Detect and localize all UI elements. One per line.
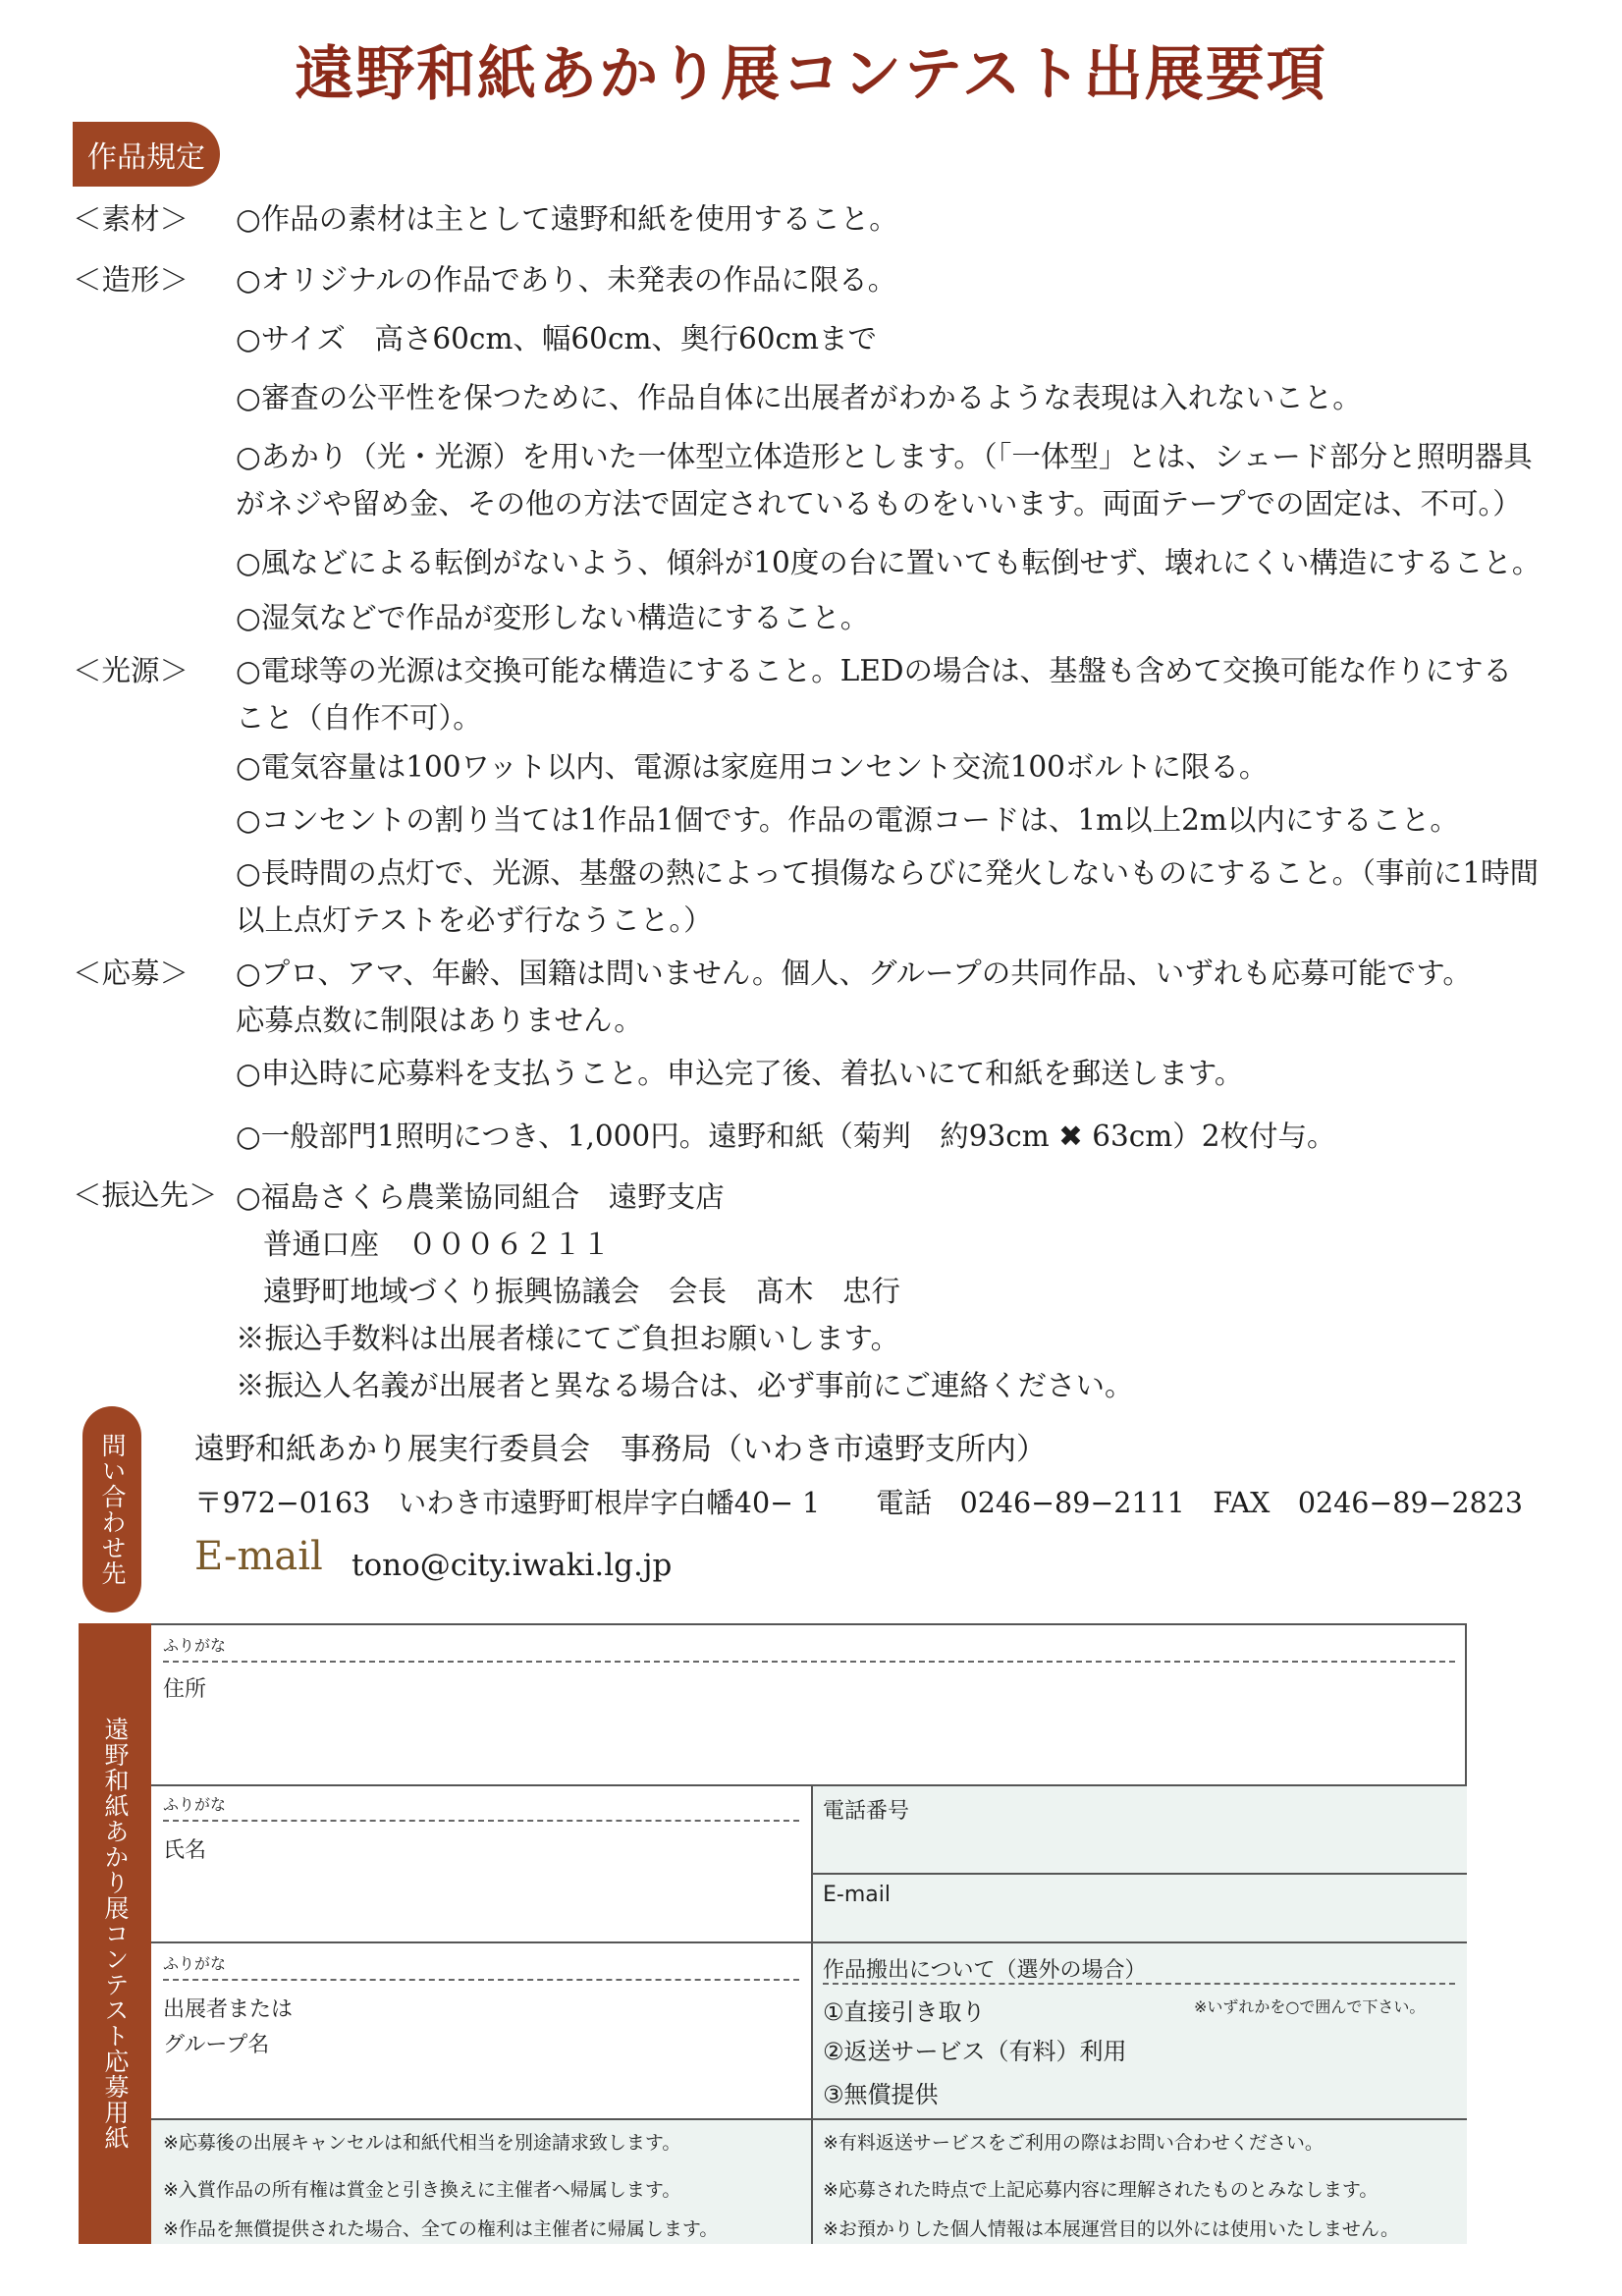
contact-address: 〒972−0163 いわき市遠野町根岸字白幡40− 1 電話 0246−89−2111 FAX 0246−89−2823 — [194, 1487, 1523, 1519]
notes-left-2: ※入賞作品の所有権は賞金と引き換えに主催者へ帰属します。 — [163, 2179, 681, 2201]
notes-right-1: ※有料返送サービスをご利用の際はお問い合わせください。 — [823, 2132, 1324, 2154]
phone-label: 電話番号 — [823, 1799, 910, 1824]
notes-left-3: ※作品を無償提供された場合、全ての権利は主催者に帰属します。 — [163, 2218, 719, 2240]
rule-line: がネジや留め金、その他の方法で固定されているものをいいます。両面テープでの固定は、不可。） — [236, 487, 1522, 520]
email-field[interactable] — [811, 1873, 1467, 1941]
rule-line: 普通口座 ０００６２１１ — [263, 1228, 612, 1261]
rule-label-light: ＜光源＞ — [73, 654, 189, 687]
rule-line: 遠野町地域づくり振興協議会 会長 髙木 忠行 — [263, 1275, 901, 1308]
delivery-option-pickup[interactable]: ①直接引き取り — [823, 1998, 986, 2026]
delivery-note: ※いずれかを○で囲んで下さい。 — [1194, 1997, 1426, 2016]
contact-email-label: E-mail — [194, 1534, 323, 1579]
rule-line: こと（自作不可）。 — [236, 701, 482, 735]
rule-line: ※振込人名義が出展者と異なる場合は、必ず事前にご連絡ください。 — [236, 1369, 1134, 1402]
email-label: E-mail — [823, 1883, 891, 1907]
rule-line: 以上点灯テストを必ず行なうこと。） — [236, 903, 713, 937]
address-field[interactable] — [151, 1625, 1467, 1784]
form-divider — [151, 2118, 1467, 2120]
rule-line: ○あかり（光・光源）を用いた一体型立体造形とします。（「一体型」とは、シェード部分と照明器具 — [236, 440, 1533, 473]
contact-email[interactable]: tono@city.iwaki.lg.jp — [351, 1548, 673, 1583]
rule-label-material: ＜素材＞ — [73, 202, 189, 236]
delivery-title: 作品搬出について（選外の場合） — [823, 1958, 1147, 1983]
group-label-line2: グループ名 — [163, 2033, 270, 2057]
notes-right-3: ※お預かりした個人情報は本展運営目的以外には使用いたしません。 — [823, 2218, 1400, 2240]
rule-line: ※振込手数料は出展者様にてご負担お願いします。 — [236, 1322, 900, 1355]
rule-line: ○一般部門1照明につき、1,000円。遠野和紙（菊判 約93cm ✖ 63cm）2枚付与。 — [236, 1120, 1336, 1153]
rule-label-shape: ＜造形＞ — [73, 263, 189, 297]
rule-line: ○作品の素材は主として遠野和紙を使用すること。 — [236, 202, 898, 236]
contact-label-text: 問い合わせ先 — [98, 1433, 127, 1586]
delivery-option-return[interactable]: ②返送サービス（有料）利用 — [823, 2038, 1127, 2065]
rule-label-entry: ＜応募＞ — [73, 957, 189, 990]
section-label-rules: 作品規定 — [73, 122, 220, 187]
rule-line: ○プロ、アマ、年齢、国籍は問いません。個人、グループの共同作品、いずれも応募可能です。 — [236, 957, 1472, 990]
notes-left-1: ※応募後の出展キャンセルは和紙代相当を別途請求致します。 — [163, 2132, 681, 2154]
rule-line: ○電球等の光源は交換可能な構造にすること。LEDの場合は、基盤も含めて交換可能な作りにする — [236, 654, 1513, 687]
contact-office: 遠野和紙あかり展実行委員会 事務局（いわき市遠野支所内） — [194, 1432, 1047, 1467]
application-form — [151, 1623, 1467, 2242]
rule-line: 応募点数に制限はありません。 — [236, 1004, 643, 1037]
form-side-label — [79, 1623, 151, 2244]
rule-line: ○長時間の点灯で、光源、基盤の熱によって損傷ならびに発火しないものにすること。（事前に1時間 — [236, 856, 1540, 890]
rule-line: ○オリジナルの作品であり、未発表の作品に限る。 — [236, 263, 897, 297]
rule-line: ○湿気などで作品が変形しない構造にすること。 — [236, 601, 870, 634]
rule-label-transfer: ＜振込先＞ — [73, 1178, 218, 1212]
rule-line: ○福島さくら農業協同組合 遠野支店 — [236, 1180, 725, 1214]
phone-field[interactable] — [811, 1784, 1467, 1873]
furigana-divider — [163, 1661, 1455, 1663]
group-label-line1: 出展者または — [163, 1997, 294, 2022]
rule-line: ○審査の公平性を保つために、作品自体に出展者がわかるような表現は入れないこと。 — [236, 381, 1362, 414]
rule-line: ○サイズ 高さ60cm、幅60cm、奥行60cmまで — [236, 322, 877, 355]
name-furigana-label: ふりがな — [163, 1795, 227, 1814]
name-label: 氏名 — [163, 1838, 207, 1863]
page-title: 遠野和紙あかり展コンテスト出展要項 — [295, 40, 1327, 109]
contact-label — [82, 1406, 141, 1613]
address-furigana-label: ふりがな — [163, 1636, 227, 1655]
form-side-label-text: 遠野和紙あかり展コンテスト応募用紙 — [101, 1717, 130, 2151]
group-furigana-label: ふりがな — [163, 1954, 227, 1973]
furigana-divider — [163, 1820, 799, 1822]
rule-line: ○電気容量は100ワット以内、電源は家庭用コンセント交流100ボルトに限る。 — [236, 750, 1269, 784]
address-label: 住所 — [163, 1677, 207, 1702]
rule-line: ○申込時に応募料を支払うこと。申込完了後、着払いにて和紙を郵送します。 — [236, 1057, 1244, 1090]
furigana-divider — [163, 1979, 799, 1981]
name-field[interactable] — [151, 1784, 811, 1941]
rule-line: ○風などによる転倒がないよう、傾斜が10度の台に置いても転倒せず、壊れにくい構造にすること。 — [236, 546, 1541, 579]
delivery-option-donate[interactable]: ③無償提供 — [823, 2081, 939, 2108]
delivery-divider — [823, 1983, 1455, 1985]
rule-line: ○コンセントの割り当ては1作品1個です。作品の電源コードは、1m以上2m以内にすること。 — [236, 803, 1459, 837]
notes-right-2: ※応募された時点で上記応募内容に理解されたものとみなします。 — [823, 2179, 1379, 2201]
